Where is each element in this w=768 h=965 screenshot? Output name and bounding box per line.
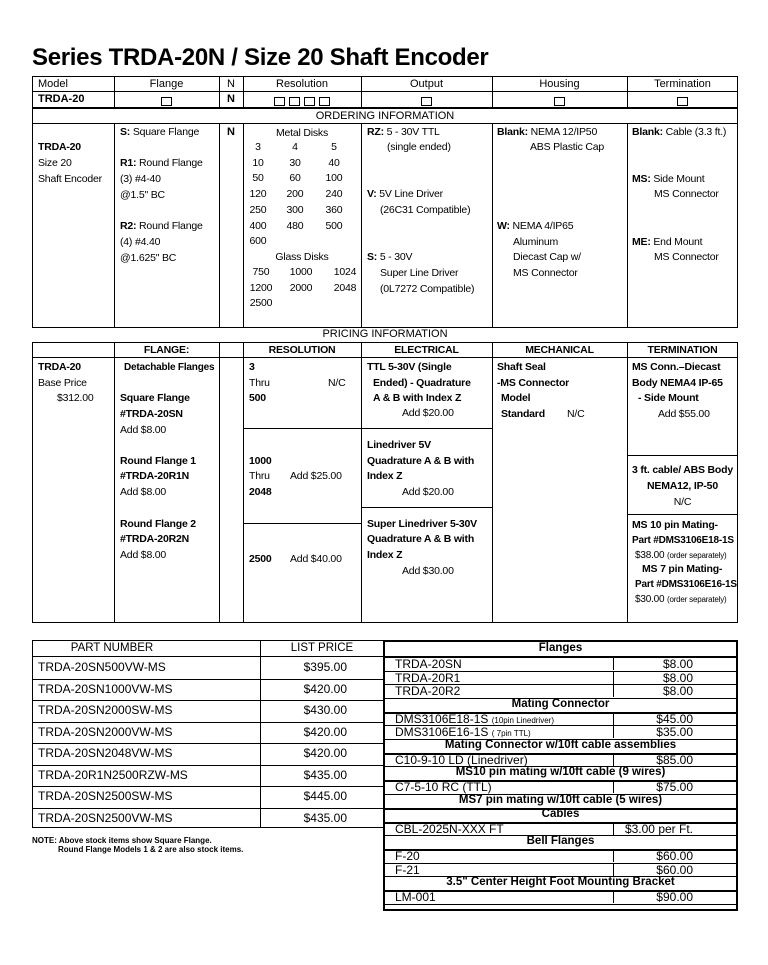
- metal-disk-value: 120: [249, 188, 267, 201]
- output-v: V: 5V Line Driver: [367, 188, 443, 200]
- pe-b4: Add $20.00: [402, 486, 454, 498]
- metal-disk-value: 480: [286, 219, 304, 232]
- term-ms-note: MS Connector: [654, 188, 719, 200]
- bell-flange-item: F-20: [395, 849, 420, 863]
- bell-heading: Bell Flanges: [526, 835, 595, 847]
- output-checkbox[interactable]: [421, 97, 432, 106]
- pr-a2-price: N/C: [328, 377, 346, 389]
- ms7-heading: MS7 pin mating w/10ft cable (5 wires): [458, 793, 663, 806]
- metal-disk-value: 200: [286, 188, 304, 201]
- pcol-resolution: RESOLUTION: [268, 344, 336, 356]
- glass-disk-value: 2000: [289, 281, 313, 294]
- parts-note-2: Round Flange Models 1 & 2 are also stock items.: [58, 845, 244, 854]
- pcol-flange: FLANGE:: [143, 344, 190, 356]
- metal-disk-value: 300: [286, 203, 304, 216]
- metal-disk-value: 3: [255, 141, 261, 153]
- col-n: N: [227, 78, 235, 90]
- pricing-base-price: $312.00: [57, 392, 94, 404]
- mating-heading: Mating Connector: [511, 697, 610, 710]
- output-s: S: 5 - 30V: [367, 251, 413, 263]
- flange-price: $8.00: [662, 670, 693, 685]
- pt-c4: MS 7 pin Mating-: [642, 563, 723, 575]
- term-me-note: MS Connector: [654, 251, 719, 263]
- flange-item: TRDA-20R2: [395, 684, 461, 698]
- pt-b2: NEMA12, IP-50: [647, 480, 718, 492]
- output-s-note1: Super Line Driver: [380, 267, 459, 279]
- ordering-n: N: [227, 126, 235, 138]
- pe-a4: Add $20.00: [402, 407, 454, 419]
- cables-heading: Cables: [541, 807, 580, 820]
- bracket-heading: 3.5" Center Height Foot Mounting Bracket: [446, 876, 675, 888]
- pe-c3: Index Z: [367, 549, 403, 561]
- housing-w-l2: Aluminum: [513, 236, 559, 248]
- resolution-checkbox-1[interactable]: [274, 97, 285, 106]
- resolution-checkbox-3[interactable]: [304, 97, 315, 106]
- pf-round2-part: #TRDA-20R2N: [120, 533, 189, 545]
- cable-item: CBL-2025N-XXX FT: [395, 821, 504, 836]
- flange-r2: R2: Round Flange: [120, 220, 203, 232]
- pf-square-add: Add $8.00: [120, 424, 167, 436]
- col-flange: Flange: [149, 78, 184, 90]
- output-rz: RZ: 5 - 30V TTL: [367, 126, 440, 138]
- list-price: $430.00: [303, 703, 347, 717]
- pm-l4: Standard: [501, 408, 545, 420]
- pe-b1: Linedriver 5V: [367, 439, 431, 451]
- cable-price: $3.00 per Ft.: [624, 821, 693, 836]
- part-number: TRDA-20R1N2500RZW-MS: [38, 767, 188, 782]
- parts-header-price: LIST PRICE: [290, 642, 354, 654]
- flanges-heading: Flanges: [538, 642, 583, 654]
- list-price: $435.00: [303, 810, 347, 825]
- part-number: TRDA-20SN2000SW-MS: [38, 703, 173, 717]
- pe-a3: A & B with Index Z: [373, 392, 462, 404]
- list-price: $445.00: [303, 789, 347, 803]
- parts-header-part: PART NUMBER: [70, 642, 154, 654]
- housing-w-l3: Diecast Cap w/: [513, 251, 581, 263]
- list-price: $420.00: [303, 681, 347, 696]
- pe-a1: TTL 5-30V (Single: [367, 361, 452, 373]
- metal-disk-value: 400: [249, 219, 267, 232]
- pcol-mechanical: MECHANICAL: [525, 344, 594, 356]
- glass-disk-value: 1024: [333, 266, 357, 278]
- metal-disk-value: 500: [325, 219, 343, 232]
- pm-l4-price: N/C: [567, 408, 585, 420]
- pe-c2: Quadrature A & B with: [367, 533, 475, 545]
- col-housing: Housing: [539, 78, 580, 90]
- pr-a1: 3: [249, 361, 255, 373]
- pcol-electrical: ELECTRICAL: [394, 344, 459, 356]
- pf-square-part: #TRDA-20SN: [120, 408, 183, 420]
- pf-round1-part: #TRDA-20R1N: [120, 470, 189, 482]
- list-price: $435.00: [303, 767, 347, 782]
- bell-flange-price: $60.00: [656, 862, 693, 877]
- glass-disk-value: 750: [252, 266, 270, 278]
- resolution-checkbox-2[interactable]: [289, 97, 300, 106]
- flange-r1: R1: Round Flange: [120, 157, 203, 169]
- metal-disk-value: 60: [289, 172, 301, 185]
- output-rz-note: (single ended): [387, 141, 451, 153]
- model-value: TRDA-20: [38, 93, 85, 105]
- pt-a1: MS Conn.–Diecast: [632, 361, 721, 373]
- metal-disk-value: 50: [252, 172, 264, 185]
- term-me: ME: End Mount: [632, 236, 703, 248]
- glass-disks-label: Glass Disks: [275, 251, 329, 263]
- resolution-checkbox-4[interactable]: [319, 97, 330, 106]
- metal-disk-value: 600: [249, 235, 267, 248]
- output-v-note: (26C31 Compatible): [380, 204, 471, 216]
- pf-round1: Round Flange 1: [120, 455, 196, 467]
- pt-a2: Body NEMA4 IP-65: [632, 377, 723, 389]
- flange-r1-holes: (3) #4-40: [120, 173, 161, 185]
- pm-l3: Model: [501, 392, 531, 404]
- pr-a2: Thru: [249, 377, 270, 389]
- list-price: $395.00: [303, 660, 347, 674]
- housing-blank: Blank: NEMA 12/IP50: [497, 126, 598, 138]
- list-price: $420.00: [303, 746, 347, 760]
- pm-l2: -MS Connector: [497, 377, 570, 389]
- pricing-base-label: Base Price: [38, 377, 87, 389]
- ordering-model-1: TRDA-20: [38, 141, 81, 153]
- cable-asm-item: C10-9-10 LD (Linedriver): [395, 752, 528, 767]
- pt-b3: N/C: [673, 496, 692, 508]
- bracket-price: $90.00: [656, 890, 693, 904]
- ordering-heading: ORDERING INFORMATION: [315, 110, 455, 122]
- pt-b1: 3 ft. cable/ ABS Body: [631, 464, 733, 476]
- part-number: TRDA-20SN2500VW-MS: [38, 810, 173, 825]
- ms10-heading: MS10 pin mating w/10ft cable (9 wires): [455, 766, 666, 778]
- pcol-termination: TERMINATION: [647, 344, 718, 356]
- cable-asm-price: $85.00: [656, 752, 693, 767]
- ordering-model-2: Size 20: [38, 157, 72, 169]
- metal-disks-label: Metal Disks: [275, 127, 329, 139]
- pr-c1: 2500: [249, 553, 272, 565]
- page-title: Series TRDA-20N / Size 20 Shaft Encoder: [32, 44, 489, 71]
- ms10-price: $75.00: [656, 780, 693, 794]
- output-s-note2: (0L7272 Compatible): [380, 283, 475, 295]
- n-value: N: [227, 93, 235, 105]
- col-output: Output: [409, 78, 444, 90]
- col-model: Model: [38, 78, 68, 90]
- flange-price: $8.00: [662, 657, 693, 671]
- pt-c3: $38.00 (order separately): [635, 550, 727, 561]
- term-blank: Blank: Cable (3.3 ft.): [632, 126, 727, 138]
- mating-item: DMS3106E18-1S (10pin Linedriver): [395, 711, 554, 726]
- pe-b2: Quadrature A & B with: [367, 455, 475, 467]
- housing-checkbox[interactable]: [554, 97, 565, 106]
- ordering-model-3: Shaft Encoder: [38, 173, 102, 185]
- pr-b2-price: Add $25.00: [290, 470, 342, 482]
- pr-a3: 500: [249, 392, 266, 404]
- pf-round2: Round Flange 2: [120, 518, 196, 530]
- housing-blank-note: ABS Plastic Cap: [530, 141, 605, 153]
- cable-asm-heading: Mating Connector w/10ft cable assemblies: [444, 738, 677, 751]
- mating-price: $35.00: [656, 725, 693, 739]
- ms10-item: C7-5-10 RC (TTL): [395, 780, 492, 794]
- flange-checkbox[interactable]: [161, 97, 172, 106]
- col-resolution: Resolution: [276, 78, 328, 90]
- part-number: TRDA-20SN2048VW-MS: [38, 746, 173, 760]
- metal-disk-value: 4: [292, 141, 298, 153]
- pr-b2: Thru: [249, 470, 270, 482]
- pf-detachable: Detachable Flanges: [124, 362, 215, 373]
- pt-a4: Add $55.00: [658, 408, 710, 420]
- glass-disk-value: 2500: [249, 297, 273, 310]
- part-number: TRDA-20SN2000VW-MS: [38, 724, 173, 739]
- pf-round2-add: Add $8.00: [120, 549, 167, 561]
- pt-a3: - Side Mount: [638, 392, 699, 404]
- pf-square: Square Flange: [120, 392, 190, 404]
- mating-item: DMS3106E16-1S ( 7pin TTL): [395, 725, 531, 739]
- termination-checkbox[interactable]: [677, 97, 688, 106]
- metal-disk-value: 250: [249, 203, 267, 216]
- metal-disk-value: 40: [328, 156, 340, 169]
- pricing-heading: PRICING INFORMATION: [322, 328, 448, 340]
- mating-price: $45.00: [656, 711, 693, 726]
- glass-disk-value: 1000: [289, 266, 313, 278]
- bell-flange-item: F-21: [395, 862, 420, 877]
- list-price: $420.00: [303, 724, 347, 739]
- housing-w-l4: MS Connector: [513, 267, 578, 279]
- term-ms: MS: Side Mount: [632, 173, 705, 185]
- pm-l1: Shaft Seal: [497, 361, 546, 373]
- housing-w: W: NEMA 4/IP65: [497, 220, 574, 232]
- part-number: TRDA-20SN500VW-MS: [38, 660, 166, 674]
- flange-item: TRDA-20R1: [395, 670, 461, 685]
- flange-price: $8.00: [662, 684, 693, 698]
- flange-s: S: Square Flange: [120, 126, 200, 138]
- pe-c1: Super Linedriver 5-30V: [367, 518, 477, 530]
- pricing-model: TRDA-20: [38, 361, 81, 373]
- glass-disk-value: 2048: [333, 281, 357, 294]
- pf-round1-add: Add $8.00: [120, 486, 167, 498]
- glass-disk-value: 1200: [249, 281, 273, 294]
- pe-b3: Index Z: [367, 470, 403, 482]
- col-termination: Termination: [654, 78, 711, 90]
- pr-b3: 2048: [249, 486, 272, 498]
- metal-disk-value: 100: [325, 172, 343, 185]
- flange-r2-bc: @1.625" BC: [120, 252, 177, 264]
- part-number: TRDA-20SN1000VW-MS: [38, 681, 173, 696]
- flange-r1-bc: @1.5" BC: [120, 189, 165, 201]
- flange-r2-holes: (4) #4.40: [120, 236, 161, 248]
- metal-disk-value: 360: [325, 203, 343, 216]
- pt-c2: Part #DMS3106E18-1S: [632, 535, 734, 546]
- bracket-item: LM-001: [395, 890, 436, 904]
- bell-flange-price: $60.00: [656, 849, 693, 863]
- metal-disk-value: 240: [325, 188, 343, 201]
- metal-disk-value: 5: [331, 141, 337, 153]
- flange-item: TRDA-20SN: [395, 657, 462, 671]
- pt-c6: $30.00 (order separately): [635, 594, 727, 605]
- pe-a2: Ended) - Quadrature: [373, 377, 471, 389]
- pe-c4: Add $30.00: [402, 565, 454, 577]
- pt-c1: MS 10 pin Mating-: [632, 519, 718, 531]
- part-number: TRDA-20SN2500SW-MS: [38, 789, 173, 803]
- metal-disk-value: 30: [289, 156, 301, 169]
- parts-note-1: NOTE: Above stock items show Square Flange.: [32, 836, 212, 845]
- pr-b1: 1000: [249, 455, 272, 467]
- pt-c5: Part #DMS3106E16-1S: [635, 579, 737, 590]
- metal-disk-value: 10: [252, 156, 264, 169]
- pr-c1-price: Add $40.00: [290, 553, 342, 565]
